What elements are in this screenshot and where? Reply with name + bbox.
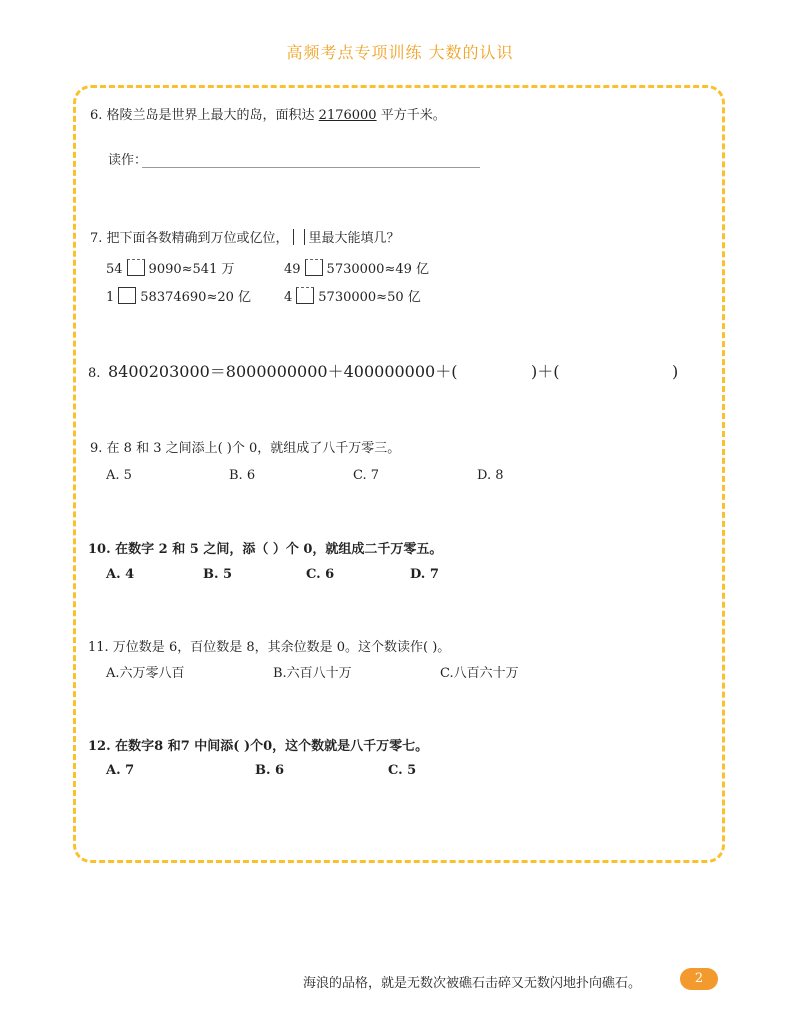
q8-end: ) — [672, 362, 679, 381]
q7-item-2-box[interactable] — [305, 259, 323, 276]
q7-item-2-post: 5730000≈49 亿 — [326, 262, 430, 277]
q7-item-3-pre: 1 — [106, 290, 115, 305]
q7-item-3-box[interactable] — [118, 287, 136, 304]
q8-number: 8. — [88, 366, 101, 381]
q7-item-4-box[interactable] — [296, 287, 314, 304]
q7-stem-pre: 7. 把下面各数精确到万位或亿位， — [90, 231, 289, 246]
q11-option-b[interactable]: B.六百八十万 — [273, 666, 352, 681]
q7-item-3-post: 58374690≈20 亿 — [140, 290, 252, 305]
footer-quote: 海浪的品格，就是无数次被礁石击碎又无数闪地扑向礁石。 — [303, 976, 642, 991]
q10-option-d[interactable]: D. 7 — [410, 567, 439, 582]
question-10: 10. 在数字 2 和 5 之间，添（ ）个 0，就组成二千万零五。 — [88, 542, 443, 557]
q10-option-b[interactable]: B. 5 — [203, 567, 233, 582]
q11-option-c[interactable]: C.八百六十万 — [440, 666, 519, 681]
page-header: 高频考点专项训练 大数的认识 — [286, 43, 514, 62]
q7-stem-post: 里最大能填几？ — [308, 231, 400, 246]
q6-text-post: 平方千米。 — [376, 108, 446, 123]
q7-item-4-pre: 4 — [284, 290, 293, 305]
question-6 — [90, 108, 446, 124]
page-number-badge: 2 — [680, 968, 718, 990]
q7-item-3 — [106, 287, 251, 306]
q7-item-2 — [284, 259, 429, 278]
q8-mid: )＋( — [531, 362, 560, 381]
q7-item-1-pre: 54 — [106, 262, 123, 277]
q12-option-b[interactable]: B. 6 — [255, 763, 285, 778]
q10-option-c[interactable]: C. 6 — [306, 567, 335, 582]
question-7 — [90, 229, 400, 247]
q6-answer-line[interactable] — [142, 167, 480, 168]
q9-option-c[interactable]: C. 7 — [353, 468, 380, 483]
q6-number: 2176000 — [318, 108, 377, 123]
q9-option-d[interactable]: D. 8 — [477, 468, 504, 483]
q6-text-pre: 6. 格陵兰岛是世界上最大的岛，面积达 — [90, 108, 319, 123]
q7-item-4 — [284, 287, 421, 306]
q7-item-4-post: 5730000≈50 亿 — [318, 290, 421, 305]
q12-option-c[interactable]: C. 5 — [388, 763, 417, 778]
q11-option-a[interactable]: A.六万零八百 — [106, 666, 185, 681]
q7-item-1-post: 9090≈541 万 — [148, 262, 235, 277]
question-11: 11. 万位数是 6，百位数是 8，其余位数是 0。这个数读作( )。 — [88, 640, 451, 655]
question-9: 9. 在 8 和 3 之间添上( )个 0，就组成了八千万零三。 — [90, 441, 401, 456]
q7-item-2-pre: 49 — [284, 262, 301, 277]
q7-box-symbol — [293, 229, 305, 245]
q7-item-1-box[interactable] — [127, 259, 145, 276]
q12-option-a[interactable]: A. 7 — [106, 763, 135, 778]
q7-item-1 — [106, 259, 234, 278]
q8-expression: 8400203000＝8000000000＋400000000＋( — [108, 362, 458, 381]
q10-option-a[interactable]: A. 4 — [106, 567, 135, 582]
question-12: 12. 在数字8 和7 中间添( )个0，这个数就是八千万零七。 — [88, 739, 429, 754]
q6-read-label: 读作： — [108, 153, 148, 168]
q9-option-b[interactable]: B. 6 — [229, 468, 256, 483]
q9-option-a[interactable]: A. 5 — [106, 468, 132, 483]
